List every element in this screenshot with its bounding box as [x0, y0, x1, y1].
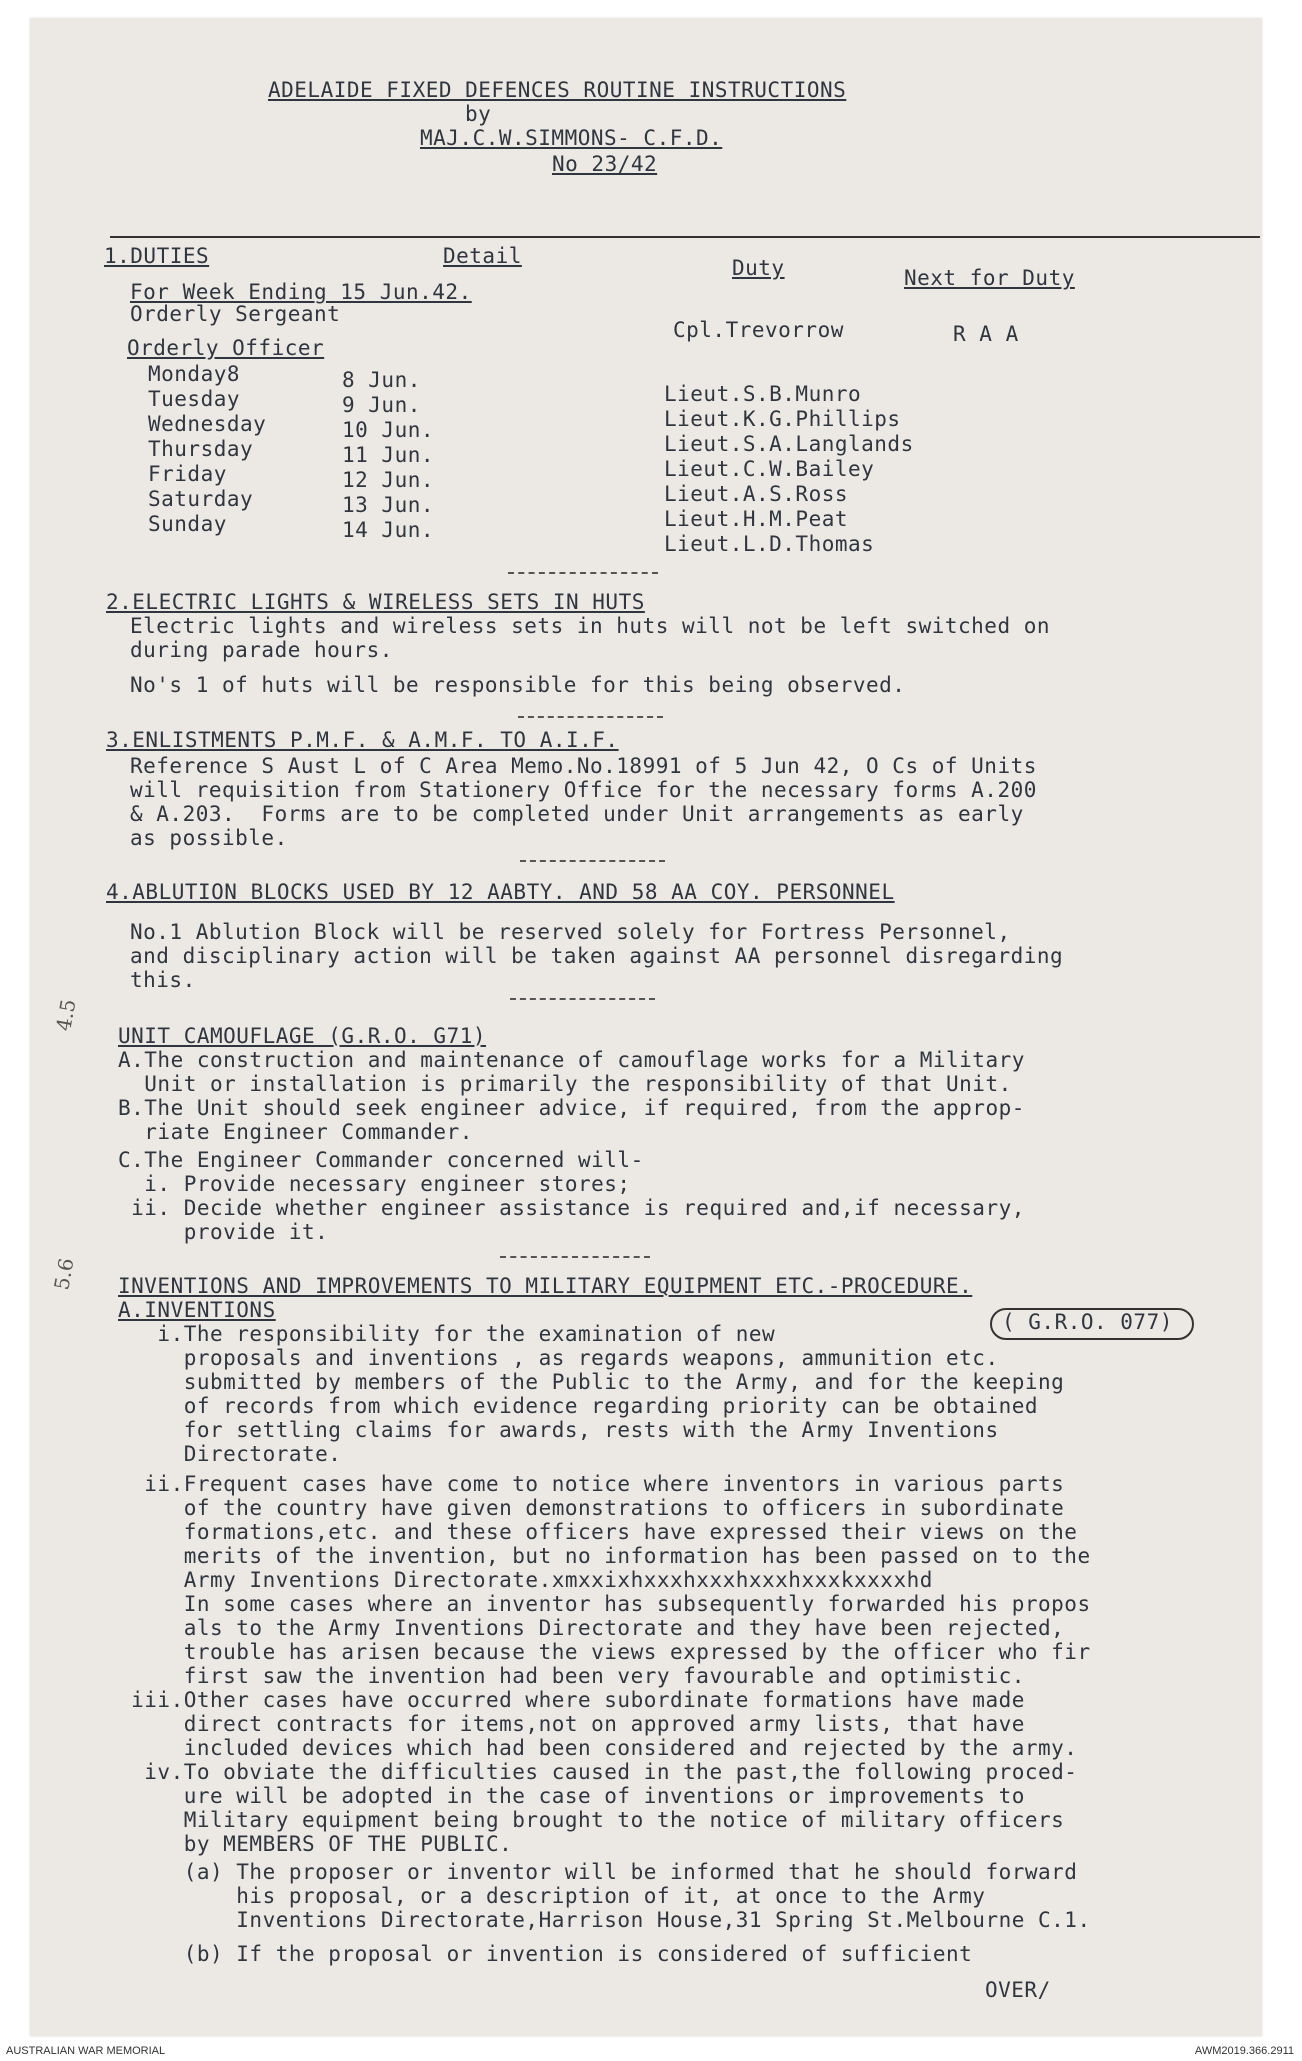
orderly-sergeant-label: Orderly Sergeant: [130, 302, 341, 326]
section-6-line: included devices which had been considered and rejected by the army.: [118, 1736, 1078, 1760]
roster-date: 8 Jun.: [342, 368, 421, 392]
section-6-line: (a) The proposer or inventor will be informed that he should forward: [118, 1860, 1078, 1884]
orderly-sergeant-name: Cpl.Trevorrow: [673, 318, 844, 342]
section-2-line: Electric lights and wireless sets in huts will not be left switched on: [130, 614, 1051, 638]
roster-officer: Lieut.H.M.Peat: [664, 507, 849, 531]
section-6-line: his proposal, or a description of it, at once to the Army: [118, 1884, 986, 1908]
roster-officer: Lieut.K.G.Phillips: [664, 407, 901, 431]
section-5-line: A.The construction and maintenance of camouflage works for a Military: [118, 1048, 1025, 1072]
roster-officer: Lieut.C.W.Bailey: [664, 457, 875, 481]
section-6-heading: INVENTIONS AND IMPROVEMENTS TO MILITARY EQUIPMENT ETC.-PROCEDURE.: [118, 1274, 973, 1298]
section-5-line: provide it.: [118, 1220, 329, 1244]
author-line: MAJ.C.W.SIMMONS- C.F.D.: [420, 126, 723, 150]
section-6-line: Army Inventions Directorate.xmxxixhxxxhxxxhxxxhxxxkxxxxhd: [118, 1568, 933, 1592]
week-ending: For Week Ending 15 Jun.42.: [130, 280, 472, 304]
section-6-line: ure will be adopted in the case of inventions or improvements to: [118, 1784, 1025, 1808]
section-divider: [508, 572, 658, 574]
section-3-heading: 3.ENLISTMENTS P.M.F. & A.M.F. TO A.I.F.: [106, 728, 619, 752]
roster-officer: Lieut.S.B.Munro: [664, 382, 862, 406]
section-6-line: Directorate.: [118, 1442, 342, 1466]
roster-day: Sunday: [148, 512, 227, 536]
section-4-heading: 4.ABLUTION BLOCKS USED BY 12 AABTY. AND 58 AA COY. PERSONNEL: [106, 880, 895, 904]
section-2-heading: 2.ELECTRIC LIGHTS & WIRELESS SETS IN HUTS: [106, 590, 645, 614]
roster-day: Friday: [148, 462, 227, 486]
roster-officer: Lieut.S.A.Langlands: [664, 432, 914, 456]
section-6-line: submitted by members of the Public to the Army, and for the keeping: [118, 1370, 1065, 1394]
roster-officer: Lieut.A.S.Ross: [664, 482, 849, 506]
roster-day: Tuesday: [148, 387, 241, 411]
duties-heading: 1.DUTIES: [104, 244, 210, 268]
section-4-line: No.1 Ablution Block will be reserved solely for Fortress Personnel,: [130, 920, 1011, 944]
archive-credit: AUSTRALIAN WAR MEMORIAL: [6, 2045, 166, 2057]
roster-day: Saturday: [148, 487, 254, 511]
document-page: [30, 18, 1262, 2036]
section-divider: [518, 716, 663, 718]
section-6-line: direct contracts for items,not on approved army lists, that have: [118, 1712, 1025, 1736]
section-6-line: of the country have given demonstrations to officers in subordinate: [118, 1496, 1065, 1520]
section-2-line: No's 1 of huts will be responsible for this being observed.: [130, 673, 906, 697]
orderly-officer-label: Orderly Officer: [127, 336, 325, 360]
by-line: by: [465, 102, 492, 126]
roster-date: 11 Jun.: [342, 443, 435, 467]
section-4-line: this.: [130, 968, 196, 992]
roster-date: 14 Jun.: [342, 518, 435, 542]
over-marker: OVER/: [985, 1978, 1051, 2002]
section-5-heading: UNIT CAMOUFLAGE (G.R.O. G71): [118, 1024, 487, 1048]
roster-date: 10 Jun.: [342, 418, 435, 442]
section-divider: [520, 860, 665, 862]
section-divider: [500, 1256, 650, 1258]
section-6-line: trouble has arisen because the views expressed by the officer who fir: [118, 1640, 1091, 1664]
section-6-line: of records from which evidence regarding priority can be obtained: [118, 1394, 1039, 1418]
section-3-line: as possible.: [130, 826, 288, 850]
col-duty-header: Duty: [732, 256, 785, 280]
section-5-line: B.The Unit should seek engineer advice, if required, from the approp-: [118, 1096, 1025, 1120]
gro-reference: ( G.R.O. 077): [1002, 1310, 1173, 1334]
section-3-line: will requisition from Stationery Office for the necessary forms A.200: [130, 778, 1037, 802]
section-6-line: ii.Frequent cases have come to notice where inventors in various parts: [118, 1472, 1065, 1496]
section-5-line: ii. Decide whether engineer assistance is required and,if necessary,: [118, 1196, 1025, 1220]
instruction-number: No 23/42: [552, 152, 658, 176]
handwritten-section-number: 5.6: [49, 1256, 79, 1292]
roster-day: Wednesday: [148, 412, 267, 436]
roster-date: 13 Jun.: [342, 493, 435, 517]
section-6-line: In some cases where an inventor has subsequently forwarded his propos: [118, 1592, 1091, 1616]
archive-reference: AWM2019.366.2911: [1194, 2045, 1294, 2057]
roster-day: Thursday: [148, 437, 254, 461]
section-6-line: (b) If the proposal or invention is considered of sufficient: [118, 1942, 973, 1966]
section-4-line: and disciplinary action will be taken against AA personnel disregarding: [130, 944, 1064, 968]
section-3-line: Reference S Aust L of C Area Memo.No.18991 of 5 Jun 42, O Cs of Units: [130, 754, 1037, 778]
handwritten-section-number: 4.5: [51, 997, 81, 1033]
section-5-line: i. Provide necessary engineer stores;: [118, 1172, 631, 1196]
roster-date: 12 Jun.: [342, 468, 435, 492]
section-5-line: riate Engineer Commander.: [118, 1120, 473, 1144]
section-6-line: als to the Army Inventions Directorate and they have been rejected,: [118, 1616, 1065, 1640]
orderly-sergeant-next: R A A: [953, 322, 1019, 346]
section-6-subheading: A.INVENTIONS: [118, 1298, 276, 1322]
col-detail-header: Detail: [443, 244, 522, 268]
roster-day: Monday8: [148, 362, 241, 386]
roster-date: 9 Jun.: [342, 393, 421, 417]
section-2-line: during parade hours.: [130, 638, 393, 662]
header-rule: [110, 236, 1260, 238]
section-6-line: iv.To obviate the difficulties caused in the past,the following proced-: [118, 1760, 1078, 1784]
section-6-line: Military equipment being brought to the notice of military officers: [118, 1808, 1065, 1832]
section-6-line: proposals and inventions , as regards weapons, ammunition etc.: [118, 1346, 999, 1370]
col-next-header: Next for Duty: [904, 266, 1075, 290]
section-6-line: i.The responsibility for the examination of new: [118, 1322, 776, 1346]
section-6-line: Inventions Directorate,Harrison House,31 Spring St.Melbourne C.1.: [118, 1908, 1091, 1932]
section-3-line: & A.203. Forms are to be completed under Unit arrangements as early: [130, 802, 1024, 826]
section-5-line: C.The Engineer Commander concerned will-: [118, 1148, 644, 1172]
section-6-line: iii.Other cases have occurred where subordinate formations have made: [118, 1688, 1025, 1712]
section-6-line: for settling claims for awards, rests with the Army Inventions: [118, 1418, 999, 1442]
document-title: ADELAIDE FIXED DEFENCES ROUTINE INSTRUCTIONS: [268, 78, 847, 102]
section-6-line: first saw the invention had been very favourable and optimistic.: [118, 1664, 1025, 1688]
section-divider: [510, 998, 655, 1000]
roster-officer: Lieut.L.D.Thomas: [664, 532, 875, 556]
section-5-line: Unit or installation is primarily the responsibility of that Unit.: [118, 1072, 1012, 1096]
section-6-line: by MEMBERS OF THE PUBLIC.: [118, 1832, 513, 1856]
section-6-line: merits of the invention, but no information has been passed on to the: [118, 1544, 1091, 1568]
section-6-line: formations,etc. and these officers have expressed their views on the: [118, 1520, 1078, 1544]
